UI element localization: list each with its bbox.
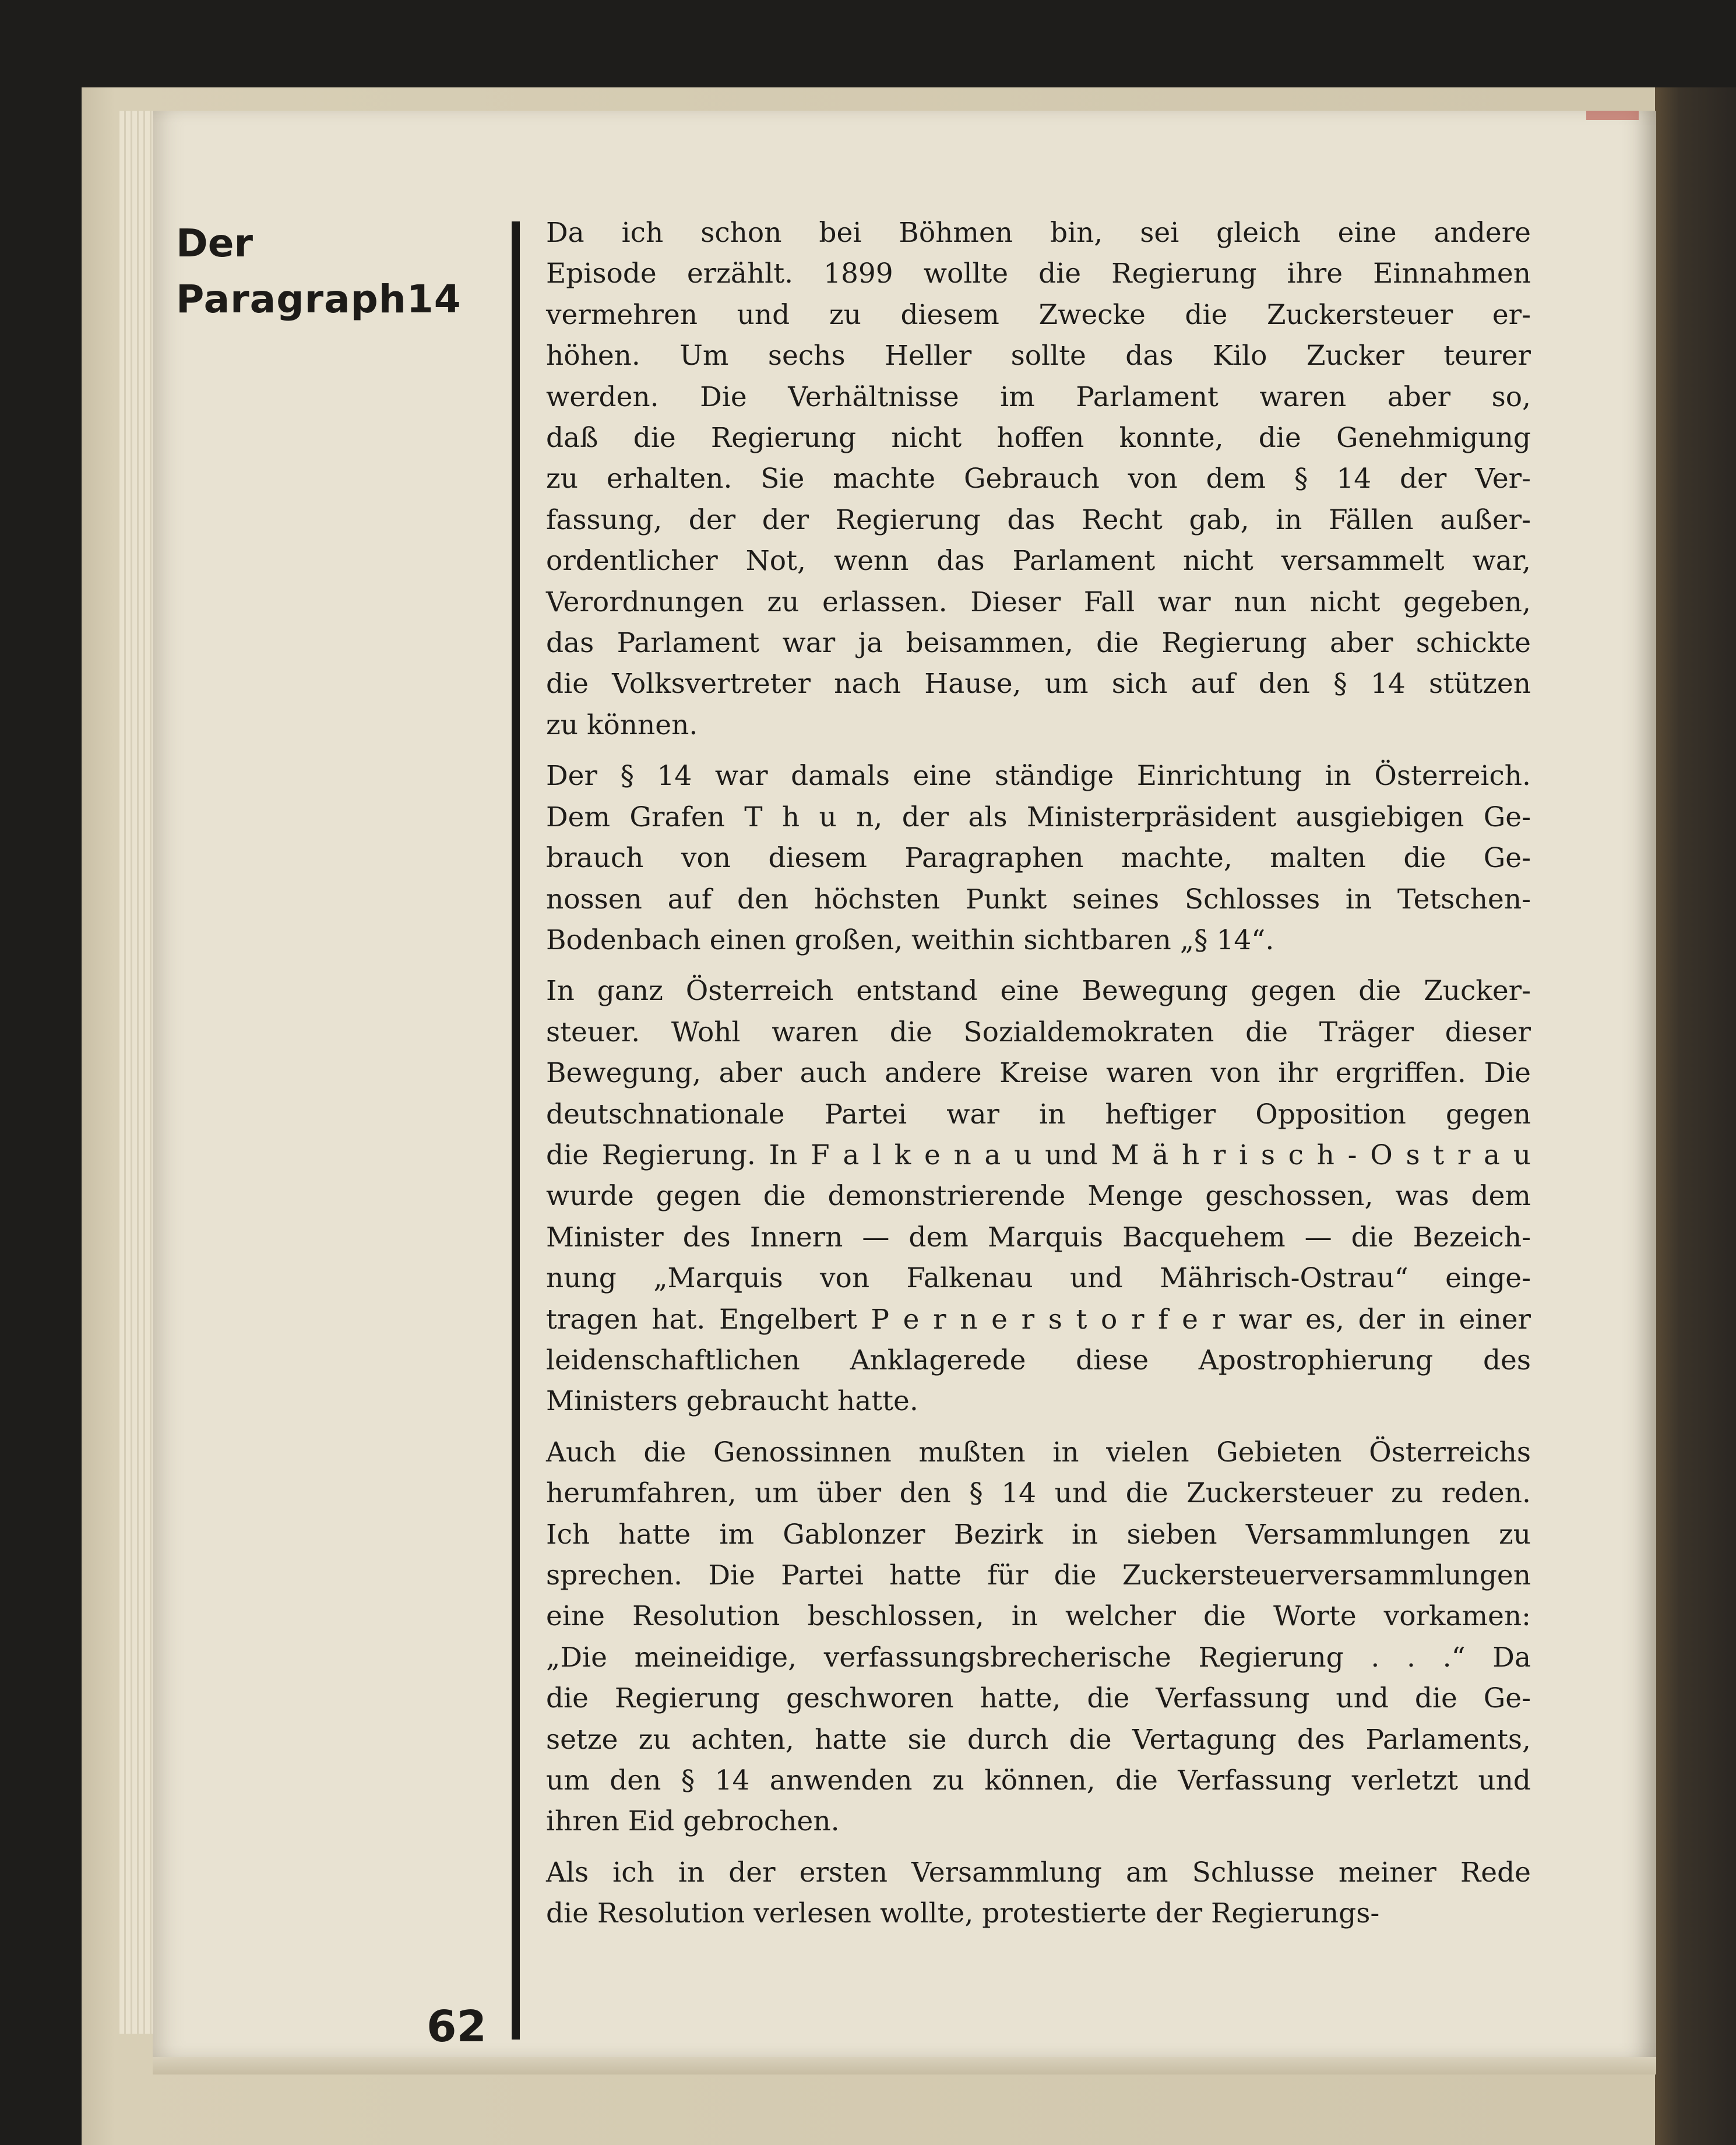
book-spine-edge	[1655, 87, 1736, 2145]
text-line: tragen hat. Engelbert P e r n e r s t o r f e r war es, der in einer	[546, 1303, 1531, 1336]
text-line: brauch von diesem Paragraphen machte, malten die Ge-	[546, 842, 1531, 875]
text-line: Auch die Genossinnen mußten in vielen Gebieten Österreichs	[546, 1436, 1531, 1468]
text-line: ordentlicher Not, wenn das Parlament nicht versammelt war,	[546, 545, 1531, 577]
text-line: Ich hatte im Gablonzer Bezirk in sieben Versammlungen zu	[546, 1518, 1531, 1551]
text-line: sprechen. Die Partei hatte für die Zuckersteuerversammlungen	[546, 1559, 1531, 1591]
text-line: In ganz Österreich entstand eine Bewegung gegen die Zucker-	[546, 975, 1531, 1008]
text-line: leidenschaftlichen Anklagerede diese Apostrophierung des	[546, 1344, 1531, 1376]
body-text	[546, 213, 1531, 1945]
book-page	[153, 111, 1656, 2057]
text-line: Da ich schon bei Böhmen bin, sei gleich eine andere	[546, 217, 1531, 249]
text-line: eine Resolution beschlossen, in welcher die Worte vorkamen:	[546, 1600, 1531, 1633]
text-line: ihren Eid gebrochen.	[546, 1805, 840, 1838]
vertical-rule	[512, 221, 520, 2040]
text-line: Minister des Innern — dem Marquis Bacquehem — die Bezeich-	[546, 1221, 1531, 1253]
paragraph	[546, 1432, 1531, 1843]
text-line: „Die meineidige, verfassungsbrecherische Regierung . . .“ Da	[546, 1641, 1531, 1674]
page-edges	[119, 111, 154, 2034]
heading-line-2: Paragraph14	[176, 277, 462, 322]
page-number: 62	[427, 2002, 487, 2052]
text-line: das Parlament war ja beisammen, die Regierung aber schickte	[546, 627, 1531, 660]
text-line: wurde gegen die demonstrierende Menge geschossen, was dem	[546, 1180, 1531, 1213]
text-line: setze zu achten, hatte sie durch die Vertagung des Parlaments,	[546, 1723, 1531, 1756]
text-line: steuer. Wohl waren die Sozialdemokraten die Träger dieser	[546, 1016, 1531, 1048]
paragraph	[546, 213, 1531, 746]
text-line: fassung, der der Regierung das Recht gab, in Fällen außer-	[546, 503, 1531, 536]
text-line: zu erhalten. Sie machte Gebrauch von dem § 14 der Ver-	[546, 463, 1531, 495]
text-line: Bodenbach einen großen, weithin sichtbaren „§ 14“.	[546, 924, 1274, 956]
text-line: nung „Marquis von Falkenau und Mährisch-Ostrau“ einge-	[546, 1262, 1531, 1295]
paragraph	[546, 971, 1531, 1422]
text-line: die Volksvertreter nach Hause, um sich auf den § 14 stützen	[546, 668, 1531, 700]
text-line: Verordnungen zu erlassen. Dieser Fall war nun nicht gegeben,	[546, 586, 1531, 618]
text-line: vermehren und zu diesem Zwecke die Zuckersteuer er-	[546, 298, 1531, 331]
text-line: die Regierung geschworen hatte, die Verfassung und die Ge-	[546, 1682, 1531, 1715]
text-line: nossen auf den höchsten Punkt seines Schlosses in Tetschen-	[546, 883, 1531, 915]
text-line: herumfahren, um über den § 14 und die Zuckersteuer zu reden.	[546, 1477, 1531, 1510]
text-line: Bewegung, aber auch andere Kreise waren von ihr ergriffen. Die	[546, 1057, 1531, 1090]
text-line: Als ich in der ersten Versammlung am Schlusse meiner Rede	[546, 1856, 1531, 1889]
text-line: daß die Regierung nicht hoffen konnte, die Genehmigung	[546, 422, 1531, 455]
text-line: zu können.	[546, 709, 698, 741]
text-line: die Regierung. In F a l k e n a u und M ä h r i s c h - O s t r a u	[546, 1139, 1531, 1171]
text-line: um den § 14 anwenden zu können, die Verfassung verletzt und	[546, 1764, 1531, 1797]
heading-line-1: Der	[176, 221, 253, 266]
text-line: Der § 14 war damals eine ständige Einrichtung in Österreich.	[546, 760, 1531, 793]
page-edge-mark	[1586, 111, 1639, 120]
text-line: deutschnationale Partei war in heftiger Opposition gegen	[546, 1098, 1531, 1130]
section-heading	[176, 216, 526, 327]
text-line: Ministers gebraucht hatte.	[546, 1385, 918, 1418]
text-line: Episode erzählt. 1899 wollte die Regierung ihre Einnahmen	[546, 258, 1531, 290]
paragraph	[546, 756, 1531, 961]
paragraph	[546, 1852, 1531, 1935]
text-line: Dem Grafen T h u n, der als Ministerpräsident ausgiebigen Ge-	[546, 801, 1531, 833]
text-line: höhen. Um sechs Heller sollte das Kilo Zucker teurer	[546, 340, 1531, 372]
text-line: die Resolution verlesen wollte, protestierte der Regierungs-	[546, 1897, 1380, 1930]
text-line: werden. Die Verhältnisse im Parlament waren aber so,	[546, 381, 1531, 413]
